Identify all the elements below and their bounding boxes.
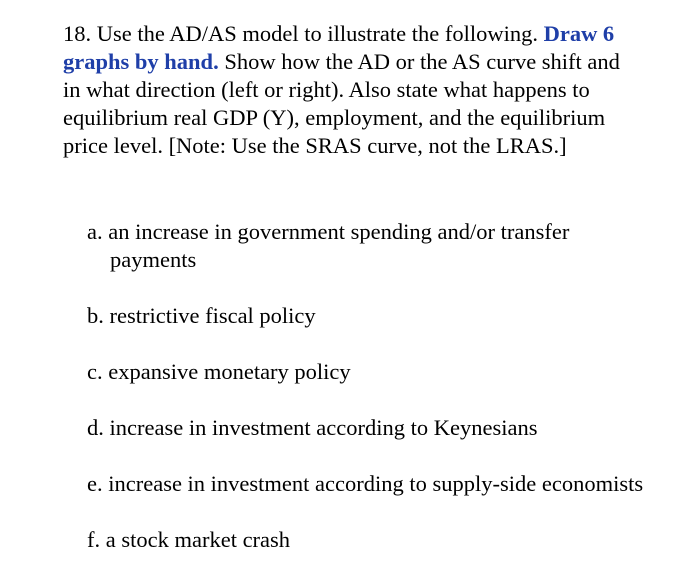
list-item-text: c. expansive monetary policy bbox=[87, 359, 351, 384]
question-emphasis: Draw 6 bbox=[543, 21, 615, 46]
list-item-e bbox=[87, 470, 643, 498]
question-line bbox=[63, 20, 675, 48]
question-line: in what direction (left or right). Also state what happens to bbox=[63, 77, 590, 102]
question-emphasis: graphs by hand. bbox=[63, 49, 219, 74]
question-line: price level. [Note: Use the SRAS curve, not the LRAS.] bbox=[63, 133, 567, 158]
question-text: 18. Use the AD/AS model to illustrate the following. bbox=[63, 21, 544, 46]
question-line: equilibrium real GDP (Y), employment, and the equilibrium bbox=[63, 105, 606, 130]
list-item-text: b. restrictive fiscal policy bbox=[87, 303, 316, 328]
list-item-d bbox=[87, 414, 537, 442]
list-item-continuation: payments bbox=[110, 247, 197, 272]
list-item-a bbox=[87, 218, 569, 274]
list-item-text: a. an increase in government spending and/or transfer bbox=[87, 219, 570, 244]
list-item-c bbox=[87, 358, 351, 386]
list-item-text: f. a stock market crash bbox=[87, 527, 291, 552]
question-text: Show how the AD or the AS curve shift and bbox=[218, 49, 620, 74]
question-line bbox=[63, 48, 675, 76]
list-item-f bbox=[87, 526, 290, 554]
list-item-text: d. increase in investment according to Keynesians bbox=[87, 415, 538, 440]
list-item-text: e. increase in investment according to supply-side economists bbox=[87, 471, 644, 496]
question-18 bbox=[63, 20, 675, 160]
list-item-b bbox=[87, 302, 316, 330]
